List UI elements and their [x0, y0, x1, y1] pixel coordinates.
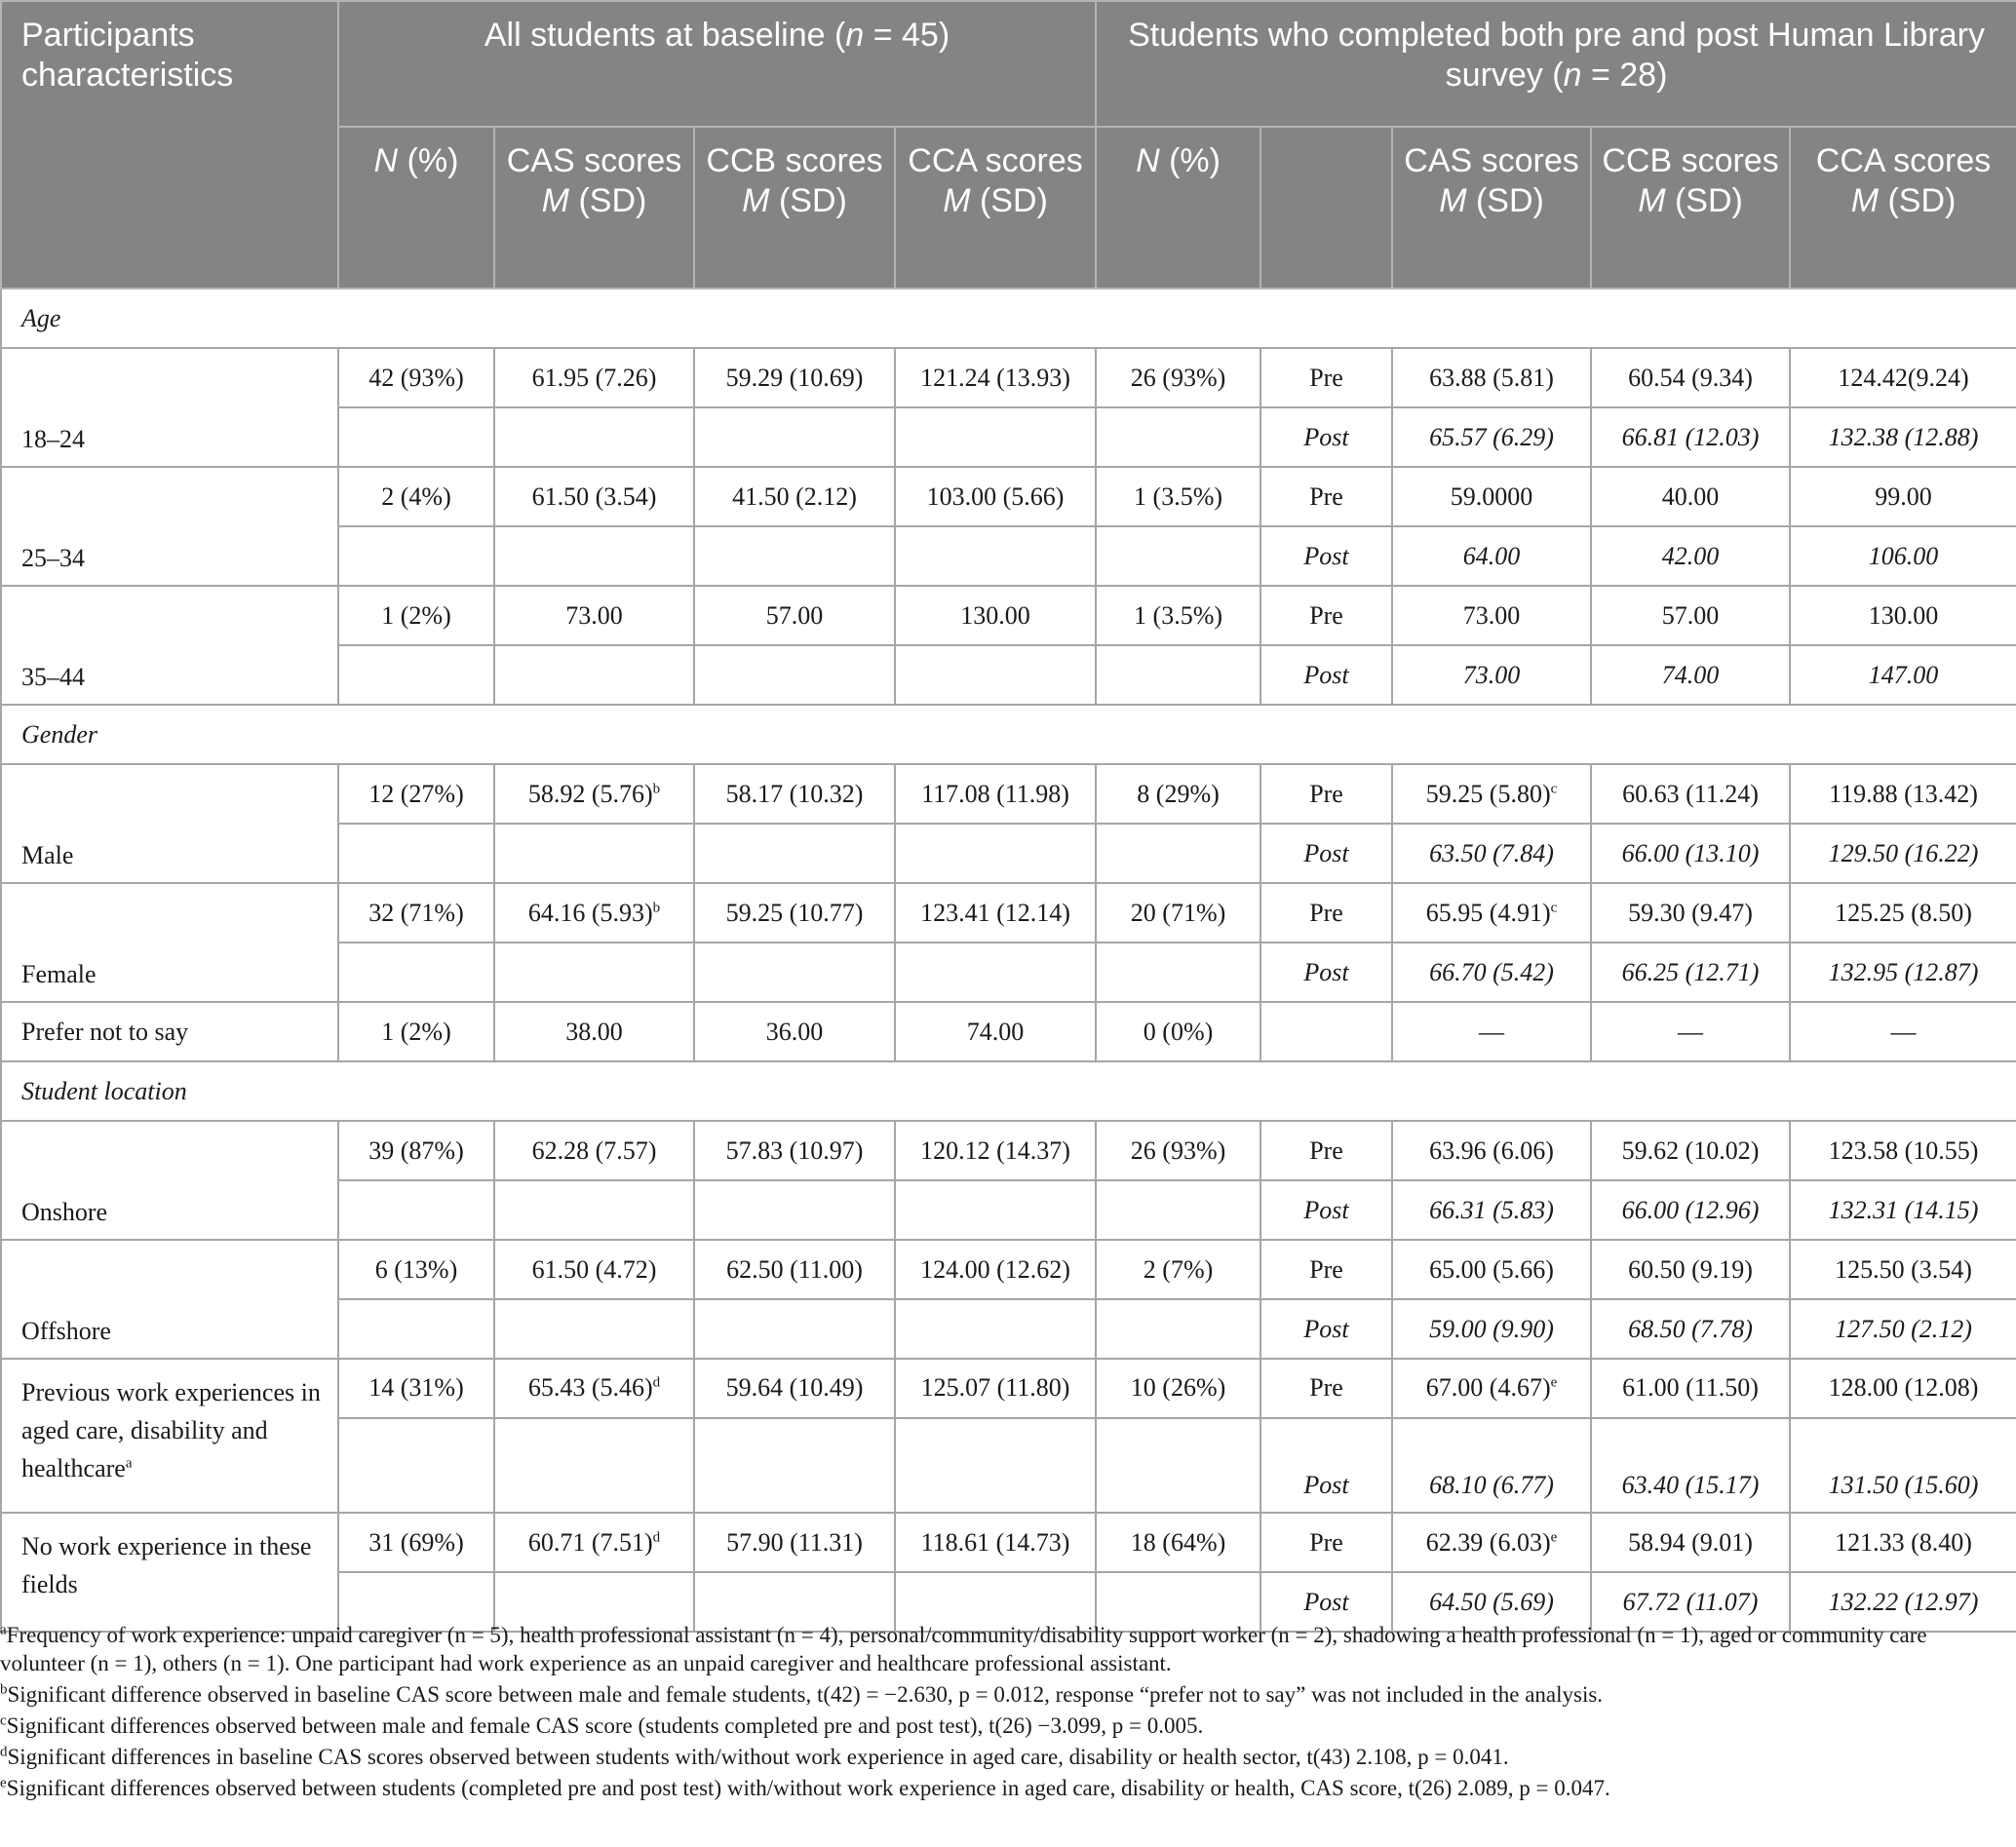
cell-phase: Post [1260, 1572, 1392, 1632]
cell-cca-post: 127.50 (2.12) [1790, 1299, 2016, 1359]
cell-n: 12 (27%) [338, 764, 494, 824]
cell-empty [694, 407, 895, 467]
cell-cca: 121.24 (13.93) [895, 348, 1096, 407]
cell-cca-post: 131.50 (15.60) [1790, 1418, 2016, 1513]
cell-cas: 62.28 (7.57) [494, 1121, 694, 1180]
cell-n2: 1 (3.5%) [1096, 586, 1260, 645]
cell-cca-pre: — [1790, 1002, 2016, 1061]
cell-cca: 125.07 (11.80) [895, 1359, 1096, 1418]
cell-cca: 120.12 (14.37) [895, 1121, 1096, 1180]
table-row [1, 1359, 2016, 1418]
cell-empty [338, 943, 494, 1002]
cell-empty [494, 1418, 694, 1513]
cell-empty [694, 645, 895, 705]
cell-cas: 58.92 $(5.76)^b$ [494, 764, 694, 824]
cell-cca-pre: 125.25 (8.50) [1790, 883, 2016, 943]
cell-cca-pre: 121.33 (8.40) [1790, 1513, 2016, 1572]
cell-cca-post: 132.31 (14.15) [1790, 1180, 2016, 1240]
section-age: Age [1, 289, 2016, 348]
cell-n2: 2 (7%) [1096, 1240, 1260, 1299]
cell-phase: Pre [1260, 1513, 1392, 1572]
cell-ccb-post: 67.72 (11.07) [1591, 1572, 1790, 1632]
cell-ccb-pre: 40.00 [1591, 467, 1790, 526]
cell-empty [338, 407, 494, 467]
cell-n2: 26 (93%) [1096, 348, 1260, 407]
cell-cca-post: 132.22 (12.97) [1790, 1572, 2016, 1632]
cell-empty [338, 824, 494, 883]
footnote: $^c$Significant differences observed between male and female CAS score (students completed pre and post test), t(26) −3.099, p = 0.005. [0, 1712, 1204, 1738]
cell-ccb: 57.00 [694, 586, 895, 645]
cell-cas: 61.95 (7.26) [494, 348, 694, 407]
cell-cas-pre: 67.00 $(4.67)^e$ [1392, 1359, 1591, 1418]
cell-ccb: 59.29 (10.69) [694, 348, 895, 407]
cell-phase [1260, 1002, 1392, 1061]
cell-empty [895, 1418, 1096, 1513]
cell-n: 1 (2%) [338, 586, 494, 645]
cell-cas: 61.50 (3.54) [494, 467, 694, 526]
table-row [1, 1240, 2016, 1299]
cell-cas-post: 66.31 (5.83) [1392, 1180, 1591, 1240]
cell-cca: 123.41 (12.14) [895, 883, 1096, 943]
section-location: Student location [1, 1061, 2016, 1121]
cell-cas-pre: 63.88 (5.81) [1392, 348, 1591, 407]
cell-phase: Pre [1260, 883, 1392, 943]
cell-cca-pre: 99.00 [1790, 467, 2016, 526]
cell-cas-post: 64.00 [1392, 526, 1591, 586]
cell-cas-pre: 65.00 (5.66) [1392, 1240, 1591, 1299]
row-label: 35–44 [1, 586, 338, 705]
cell-empty [1096, 1180, 1260, 1240]
cell-empty [338, 526, 494, 586]
cell-cas-post: 73.00 [1392, 645, 1591, 705]
cell-phase: Pre [1260, 586, 1392, 645]
footnote: $^a$Frequency of work experience: unpaid caregiver (n = 5), health professional assistant (n = 4), personal/community/disability support worker (n = 2), shadowing a health professional (n = 1), aged or community care volunteer (n = 1), others (n = 1). One participant had work experience as an unpaid caregiver and healthcare professional assistant. [0, 1622, 1927, 1675]
cell-ccb-pre: 57.00 [1591, 586, 1790, 645]
header-completed-group: Students who completed both pre and post Human Library survey (n = 28) [1096, 1, 2016, 127]
cell-empty [1096, 645, 1260, 705]
cell-cas-post: 63.50 (7.84) [1392, 824, 1591, 883]
cell-cas-pre: 59.25 $(5.80)^c$ [1392, 764, 1591, 824]
cell-ccb-post: 63.40 (15.17) [1591, 1418, 1790, 1513]
cell-cca-pre: 119.88 (13.42) [1790, 764, 2016, 824]
cell-empty [494, 645, 694, 705]
cell-n: 42 (93%) [338, 348, 494, 407]
cell-empty [694, 1299, 895, 1359]
header-ccb-2: CCB scores M (SD) [1591, 127, 1790, 289]
cell-empty [494, 1299, 694, 1359]
cell-cas-post: 64.50 (5.69) [1392, 1572, 1591, 1632]
table-row [1, 467, 2016, 526]
header-cca-2: CCA scores M (SD) [1790, 127, 2016, 289]
table-row [1, 1121, 2016, 1180]
cell-cca: 118.61 (14.73) [895, 1513, 1096, 1572]
cell-ccb-post: 68.50 (7.78) [1591, 1299, 1790, 1359]
cell-cas-pre: 62.39 $(6.03)^e$ [1392, 1513, 1591, 1572]
cell-cca-post: 147.00 [1790, 645, 2016, 705]
cell-empty [1096, 943, 1260, 1002]
row-label: No work experience in these fields [1, 1513, 338, 1632]
cell-n: 32 (71%) [338, 883, 494, 943]
header-characteristics: Participants characteristics [1, 1, 338, 289]
cell-ccb-post: 42.00 [1591, 526, 1790, 586]
cell-n: 1 (2%) [338, 1002, 494, 1061]
header-n-pct: N (%) [338, 127, 494, 289]
row-label: 18–24 [1, 348, 338, 467]
cell-ccb-pre: 59.62 (10.02) [1591, 1121, 1790, 1180]
cell-empty [338, 1180, 494, 1240]
cell-ccb-post: 66.00 (12.96) [1591, 1180, 1790, 1240]
cell-cca-pre: 124.42(9.24) [1790, 348, 2016, 407]
cell-ccb-pre: 60.50 (9.19) [1591, 1240, 1790, 1299]
cell-cca-post: 132.95 (12.87) [1790, 943, 2016, 1002]
cell-n: 39 (87%) [338, 1121, 494, 1180]
cell-phase: Post [1260, 1180, 1392, 1240]
cell-empty [1096, 526, 1260, 586]
cell-empty [694, 526, 895, 586]
cell-n2: 20 (71%) [1096, 883, 1260, 943]
cell-phase: Post [1260, 526, 1392, 586]
cell-cas-pre: 63.96 (6.06) [1392, 1121, 1591, 1180]
cell-ccb-pre: 58.94 (9.01) [1591, 1513, 1790, 1572]
cell-phase: Post [1260, 824, 1392, 883]
cell-cas-pre: 65.95 $(4.91)^c$ [1392, 883, 1591, 943]
header-phase [1260, 127, 1392, 289]
cell-cca: 130.00 [895, 586, 1096, 645]
header-baseline-group: All students at baseline (n = 45) [338, 1, 1096, 127]
cell-ccb-pre: 60.63 (11.24) [1591, 764, 1790, 824]
cell-empty [694, 1180, 895, 1240]
cell-cca-pre: 128.00 (12.08) [1790, 1359, 2016, 1418]
table-row [1, 764, 2016, 824]
cell-ccb-pre: 60.54 (9.34) [1591, 348, 1790, 407]
row-label: Female [1, 883, 338, 1002]
table-row [1, 883, 2016, 943]
cell-empty [895, 407, 1096, 467]
cell-empty [1096, 1418, 1260, 1513]
table-row [1, 1513, 2016, 1572]
cell-phase: Pre [1260, 1359, 1392, 1418]
row-label: Prefer not to say [1, 1002, 338, 1061]
cell-n: 6 (13%) [338, 1240, 494, 1299]
cell-phase: Post [1260, 645, 1392, 705]
cell-ccb: 62.50 (11.00) [694, 1240, 895, 1299]
cell-empty [494, 824, 694, 883]
row-label: 25–34 [1, 467, 338, 586]
cell-cca-pre: 125.50 (3.54) [1790, 1240, 2016, 1299]
table-row [1, 1002, 2016, 1061]
header-cca: CCA scores M (SD) [895, 127, 1096, 289]
cell-cas: 64.16 $(5.93)^b$ [494, 883, 694, 943]
cell-cas-pre: — [1392, 1002, 1591, 1061]
cell-cas-pre: 73.00 [1392, 586, 1591, 645]
cell-cca: 117.08 (11.98) [895, 764, 1096, 824]
cell-empty [1096, 1299, 1260, 1359]
cell-n2: 1 (3.5%) [1096, 467, 1260, 526]
cell-n2: 0 (0%) [1096, 1002, 1260, 1061]
cell-empty [694, 943, 895, 1002]
cell-ccb: 59.25 (10.77) [694, 883, 895, 943]
cell-cca-pre: 123.58 (10.55) [1790, 1121, 2016, 1180]
cell-empty [895, 1180, 1096, 1240]
cell-cca: 74.00 [895, 1002, 1096, 1061]
cell-phase: Post [1260, 407, 1392, 467]
cell-cas: 60.71 $(7.51)^d$ [494, 1513, 694, 1572]
cell-phase: Pre [1260, 764, 1392, 824]
cell-empty [895, 943, 1096, 1002]
cell-n2: 8 (29%) [1096, 764, 1260, 824]
cell-cas: 61.50 (4.72) [494, 1240, 694, 1299]
cell-cca-post: 129.50 (16.22) [1790, 824, 2016, 883]
cell-empty [895, 824, 1096, 883]
cell-ccb-post: 66.81 (12.03) [1591, 407, 1790, 467]
cell-n: 2 (4%) [338, 467, 494, 526]
cell-ccb: 58.17 (10.32) [694, 764, 895, 824]
cell-empty [494, 407, 694, 467]
cell-n2: 18 (64%) [1096, 1513, 1260, 1572]
cell-cas-post: 66.70 (5.42) [1392, 943, 1591, 1002]
cell-cas: 65.43 $(5.46)^d$ [494, 1359, 694, 1418]
cell-n2: 10 (26%) [1096, 1359, 1260, 1418]
cell-phase: Pre [1260, 1121, 1392, 1180]
cell-empty [338, 645, 494, 705]
cell-cca-post: 132.38 (12.88) [1790, 407, 2016, 467]
cell-ccb: 57.83 (10.97) [694, 1121, 895, 1180]
footnote: $^e$Significant differences observed between students (completed pre and post test) with/without work experience in aged care, disability or health, CAS score, t(26) 2.089, p = 0.047. [0, 1775, 1610, 1800]
cell-cca-post: 106.00 [1790, 526, 2016, 586]
cell-ccb: 36.00 [694, 1002, 895, 1061]
cell-empty [338, 1418, 494, 1513]
cell-empty [1096, 407, 1260, 467]
cell-n: 31 (69%) [338, 1513, 494, 1572]
row-label: Onshore [1, 1121, 338, 1240]
cell-empty [895, 1299, 1096, 1359]
cell-ccb: 57.90 (11.31) [694, 1513, 895, 1572]
cell-ccb-pre: — [1591, 1002, 1790, 1061]
footnote: $^b$Significant difference observed in baseline CAS score between male and female students, t(42) = −2.630, p = 0.012, response “prefer not to say” was not included in the analysis. [0, 1681, 1604, 1707]
cell-phase: Post [1260, 943, 1392, 1002]
cell-cas-post: 59.00 (9.90) [1392, 1299, 1591, 1359]
cell-empty [694, 1418, 895, 1513]
cell-cas-pre: 59.0000 [1392, 467, 1591, 526]
cell-ccb-post: 74.00 [1591, 645, 1790, 705]
cell-empty [1096, 824, 1260, 883]
cell-empty [494, 1180, 694, 1240]
cell-phase: Post [1260, 1299, 1392, 1359]
header-ccb: CCB scores M (SD) [694, 127, 895, 289]
section-gender: Gender [1, 705, 2016, 764]
cell-phase: Pre [1260, 467, 1392, 526]
cell-n: 14 (31%) [338, 1359, 494, 1418]
footnote: $^d$Significant differences in baseline CAS scores observed between students with/without work experience in aged care, disability or health sector, t(43) 2.108, p = 0.041. [0, 1744, 1509, 1769]
cell-empty [494, 943, 694, 1002]
cell-empty [494, 526, 694, 586]
cell-cca: 124.00 (12.62) [895, 1240, 1096, 1299]
cell-cas: 73.00 [494, 586, 694, 645]
row-label: Male [1, 764, 338, 883]
cell-ccb: 59.64 (10.49) [694, 1359, 895, 1418]
cell-ccb-pre: 61.00 (11.50) [1591, 1359, 1790, 1418]
cell-phase: Post [1260, 1418, 1392, 1513]
cell-ccb-post: 66.25 (12.71) [1591, 943, 1790, 1002]
cell-empty [694, 824, 895, 883]
row-label: Previous work experiences in aged care, disability and healthcare$^a$ [1, 1359, 338, 1513]
cell-empty [895, 526, 1096, 586]
cell-cas: 38.00 [494, 1002, 694, 1061]
cell-phase: Pre [1260, 348, 1392, 407]
cell-cas-post: 65.57 (6.29) [1392, 407, 1591, 467]
cell-empty [895, 645, 1096, 705]
cell-phase: Pre [1260, 1240, 1392, 1299]
table-row [1, 586, 2016, 645]
header-cas-2: CAS scores M (SD) [1392, 127, 1591, 289]
cell-n2: 26 (93%) [1096, 1121, 1260, 1180]
cell-ccb: 41.50 (2.12) [694, 467, 895, 526]
header-n-pct-2: N (%) [1096, 127, 1260, 289]
header-cas: CAS scores M (SD) [494, 127, 694, 289]
cell-cca: 103.00 (5.66) [895, 467, 1096, 526]
cell-empty [338, 1299, 494, 1359]
footnotes [0, 1621, 2008, 1805]
cell-cca-pre: 130.00 [1790, 586, 2016, 645]
table-row [1, 348, 2016, 407]
cell-ccb-pre: 59.30 (9.47) [1591, 883, 1790, 943]
cell-cas-post: 68.10 (6.77) [1392, 1418, 1591, 1513]
cell-ccb-post: 66.00 (13.10) [1591, 824, 1790, 883]
row-label: Offshore [1, 1240, 338, 1359]
